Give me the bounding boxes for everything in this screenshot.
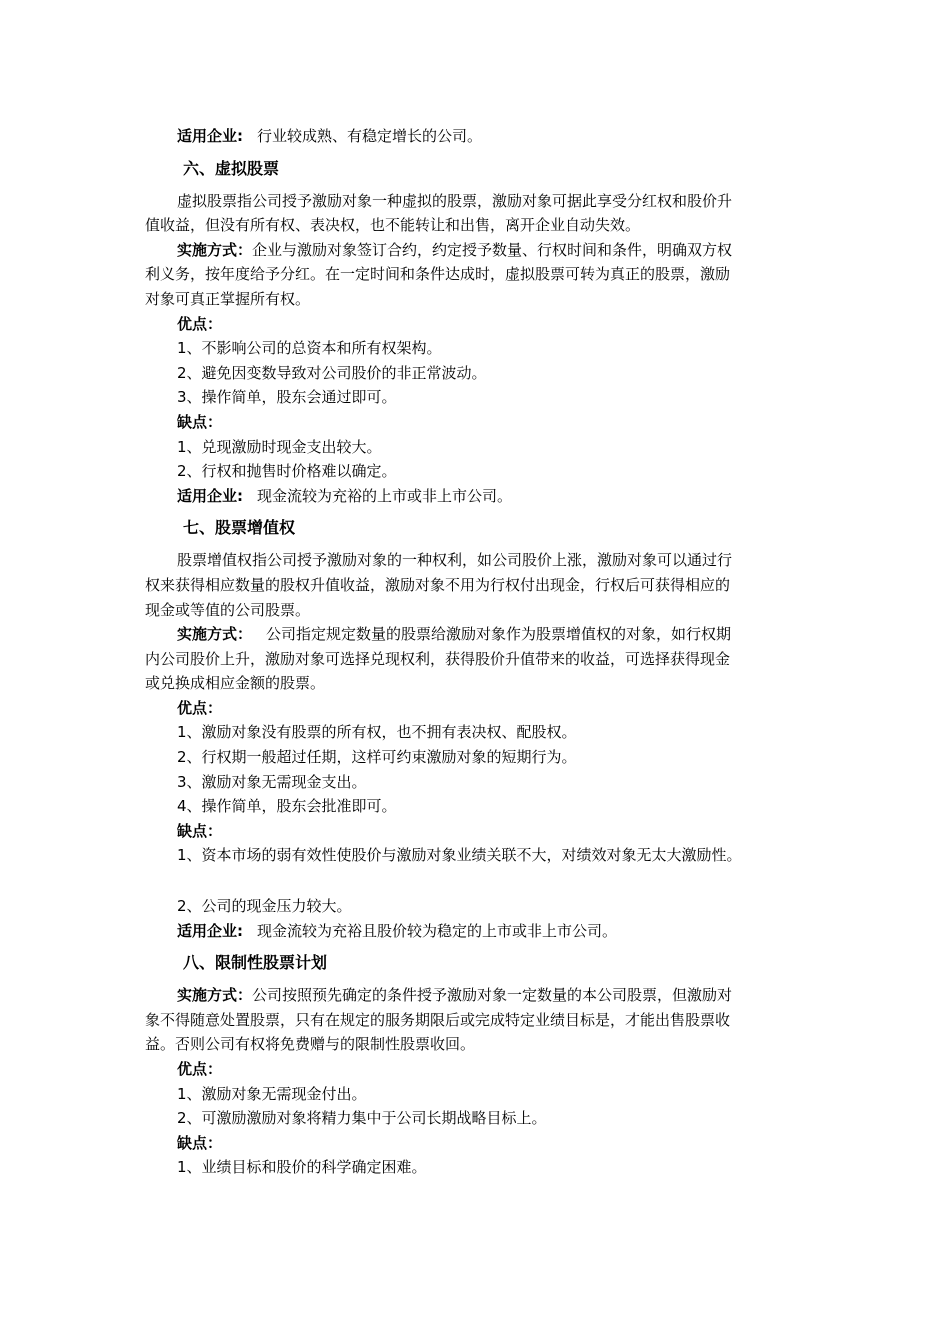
- section7-pros-item: 4、操作简单，股东会批准即可。: [177, 797, 397, 816]
- section7-desc-line: 权来获得相应数量的股权升值收益，激励对象不用为行权付出现金，行权后可获得相应的: [145, 575, 731, 594]
- document-page: [145, 124, 815, 1180]
- section7-heading: 七、股票增值权: [183, 518, 296, 538]
- section7-cons-item: 2、公司的现金压力较大。: [177, 897, 352, 916]
- section8-impl-line: [145, 983, 815, 1008]
- applicable-text: 现金流较为充裕且股价较为稳定的上市或非上市公司。: [257, 921, 618, 940]
- section5-applicable: [145, 124, 815, 149]
- applicable-colon: :: [237, 127, 244, 145]
- section7-cons-item: 1、资本市场的弱有效性使股价与激励对象业绩关联不大，对绩效对象无太大激励性。: [177, 846, 742, 865]
- section6-cons-item: 1、兑现激励时现金支出较大。: [177, 437, 382, 456]
- section6-cons-item: 2、行权和抛售时价格难以确定。: [177, 462, 397, 481]
- section7-cons-label: 缺点：: [177, 821, 223, 840]
- section6-cons-label: 缺点：: [177, 412, 223, 431]
- impl-label: 实施方式：: [177, 625, 253, 644]
- section6-pros-item: 2、避免因变数导致对公司股价的非正常波动。: [177, 363, 487, 382]
- section7-applicable: [145, 919, 815, 944]
- section8-pros-label: 优点：: [177, 1060, 223, 1078]
- impl-label: 实施方式：: [177, 240, 253, 259]
- section7-pros-item: 3、激励对象无需现金支出。: [177, 772, 367, 791]
- section6-heading: 六、虚拟股票: [183, 158, 280, 178]
- impl-text: 公司指定规定数量的股票给激励对象作为股票增值权的对象，如行权期: [266, 625, 732, 644]
- applicable-label: 适用企业: [177, 486, 238, 505]
- applicable-colon: :: [237, 921, 244, 940]
- section7-impl-line: [145, 622, 815, 647]
- section8-cons-label: 缺点：: [177, 1133, 223, 1152]
- section7-desc-line: 股票增值权指公司授予激励对象的一种权利，如公司股价上涨，激励对象可以通过行: [177, 551, 733, 570]
- section7-pros-item: 2、行权期一般超过任期，这样可约束激励对象的短期行为。: [177, 748, 577, 767]
- section8-pros-item: 1、激励对象无需现金付出。: [177, 1084, 367, 1103]
- section6-desc-line: 虚拟股票指公司授予激励对象一种虚拟的股票，激励对象可据此享受分红权和股价升: [177, 191, 733, 210]
- applicable-label: 适用企业: [177, 127, 238, 145]
- impl-text: 企业与激励对象签订合约，约定授予数量、行权时间和条件，明确双方权: [252, 240, 733, 259]
- section8-impl-line: 益。否则公司有权将免费赠与的限制性股票收回。: [145, 1035, 476, 1054]
- section6-impl-line: 利义务，按年度给予分红。在一定时间和条件达成时，虚拟股票可转为真正的股票，激励: [145, 265, 731, 284]
- section6-applicable: [145, 484, 815, 509]
- blank-line: [145, 868, 815, 894]
- applicable-label: 适用企业: [177, 921, 238, 940]
- impl-label: 实施方式：: [177, 986, 253, 1005]
- applicable-text: 现金流较为充裕的上市或非上市公司。: [257, 486, 513, 505]
- section6-impl-line: 对象可真正掌握所有权。: [145, 289, 311, 308]
- section8-cons-item: 1、业绩目标和股价的科学确定困难。: [177, 1158, 427, 1177]
- applicable-colon: :: [237, 486, 244, 505]
- applicable-text: 行业较成熟、有稳定增长的公司。: [257, 127, 483, 145]
- section7-pros-item: 1、激励对象没有股票的所有权，也不拥有表决权、配股权。: [177, 723, 577, 742]
- section6-pros-item: 1、不影响公司的总资本和所有权架构。: [177, 339, 442, 358]
- section7-desc-line: 现金或等值的公司股票。: [145, 600, 311, 619]
- impl-text: 公司按照预先确定的条件授予激励对象一定数量的本公司股票，但激励对: [252, 986, 733, 1005]
- section8-impl-line: 象不得随意处置股票，只有在规定的服务期限后或完成特定业绩目标是，才能出售股票收: [145, 1010, 731, 1029]
- section7-impl-line: 内公司股价上升，激励对象可选择兑现权利，获得股价升值带来的收益，可选择获得现金: [145, 649, 731, 668]
- section6-impl-line: [145, 238, 815, 263]
- section6-desc-line: 值收益，但没有所有权、表决权，也不能转让和出售，离开企业自动失效。: [145, 216, 641, 235]
- section7-impl-line: 或兑换成相应金额的股票。: [145, 674, 326, 693]
- section8-heading: 八、限制性股票计划: [183, 953, 328, 973]
- section8-pros-item: 2、可激励激励对象将精力集中于公司长期战略目标上。: [177, 1109, 547, 1128]
- section7-pros-label: 优点：: [177, 698, 223, 717]
- section6-pros-label: 优点：: [177, 314, 223, 333]
- section6-pros-item: 3、操作简单，股东会通过即可。: [177, 388, 397, 407]
